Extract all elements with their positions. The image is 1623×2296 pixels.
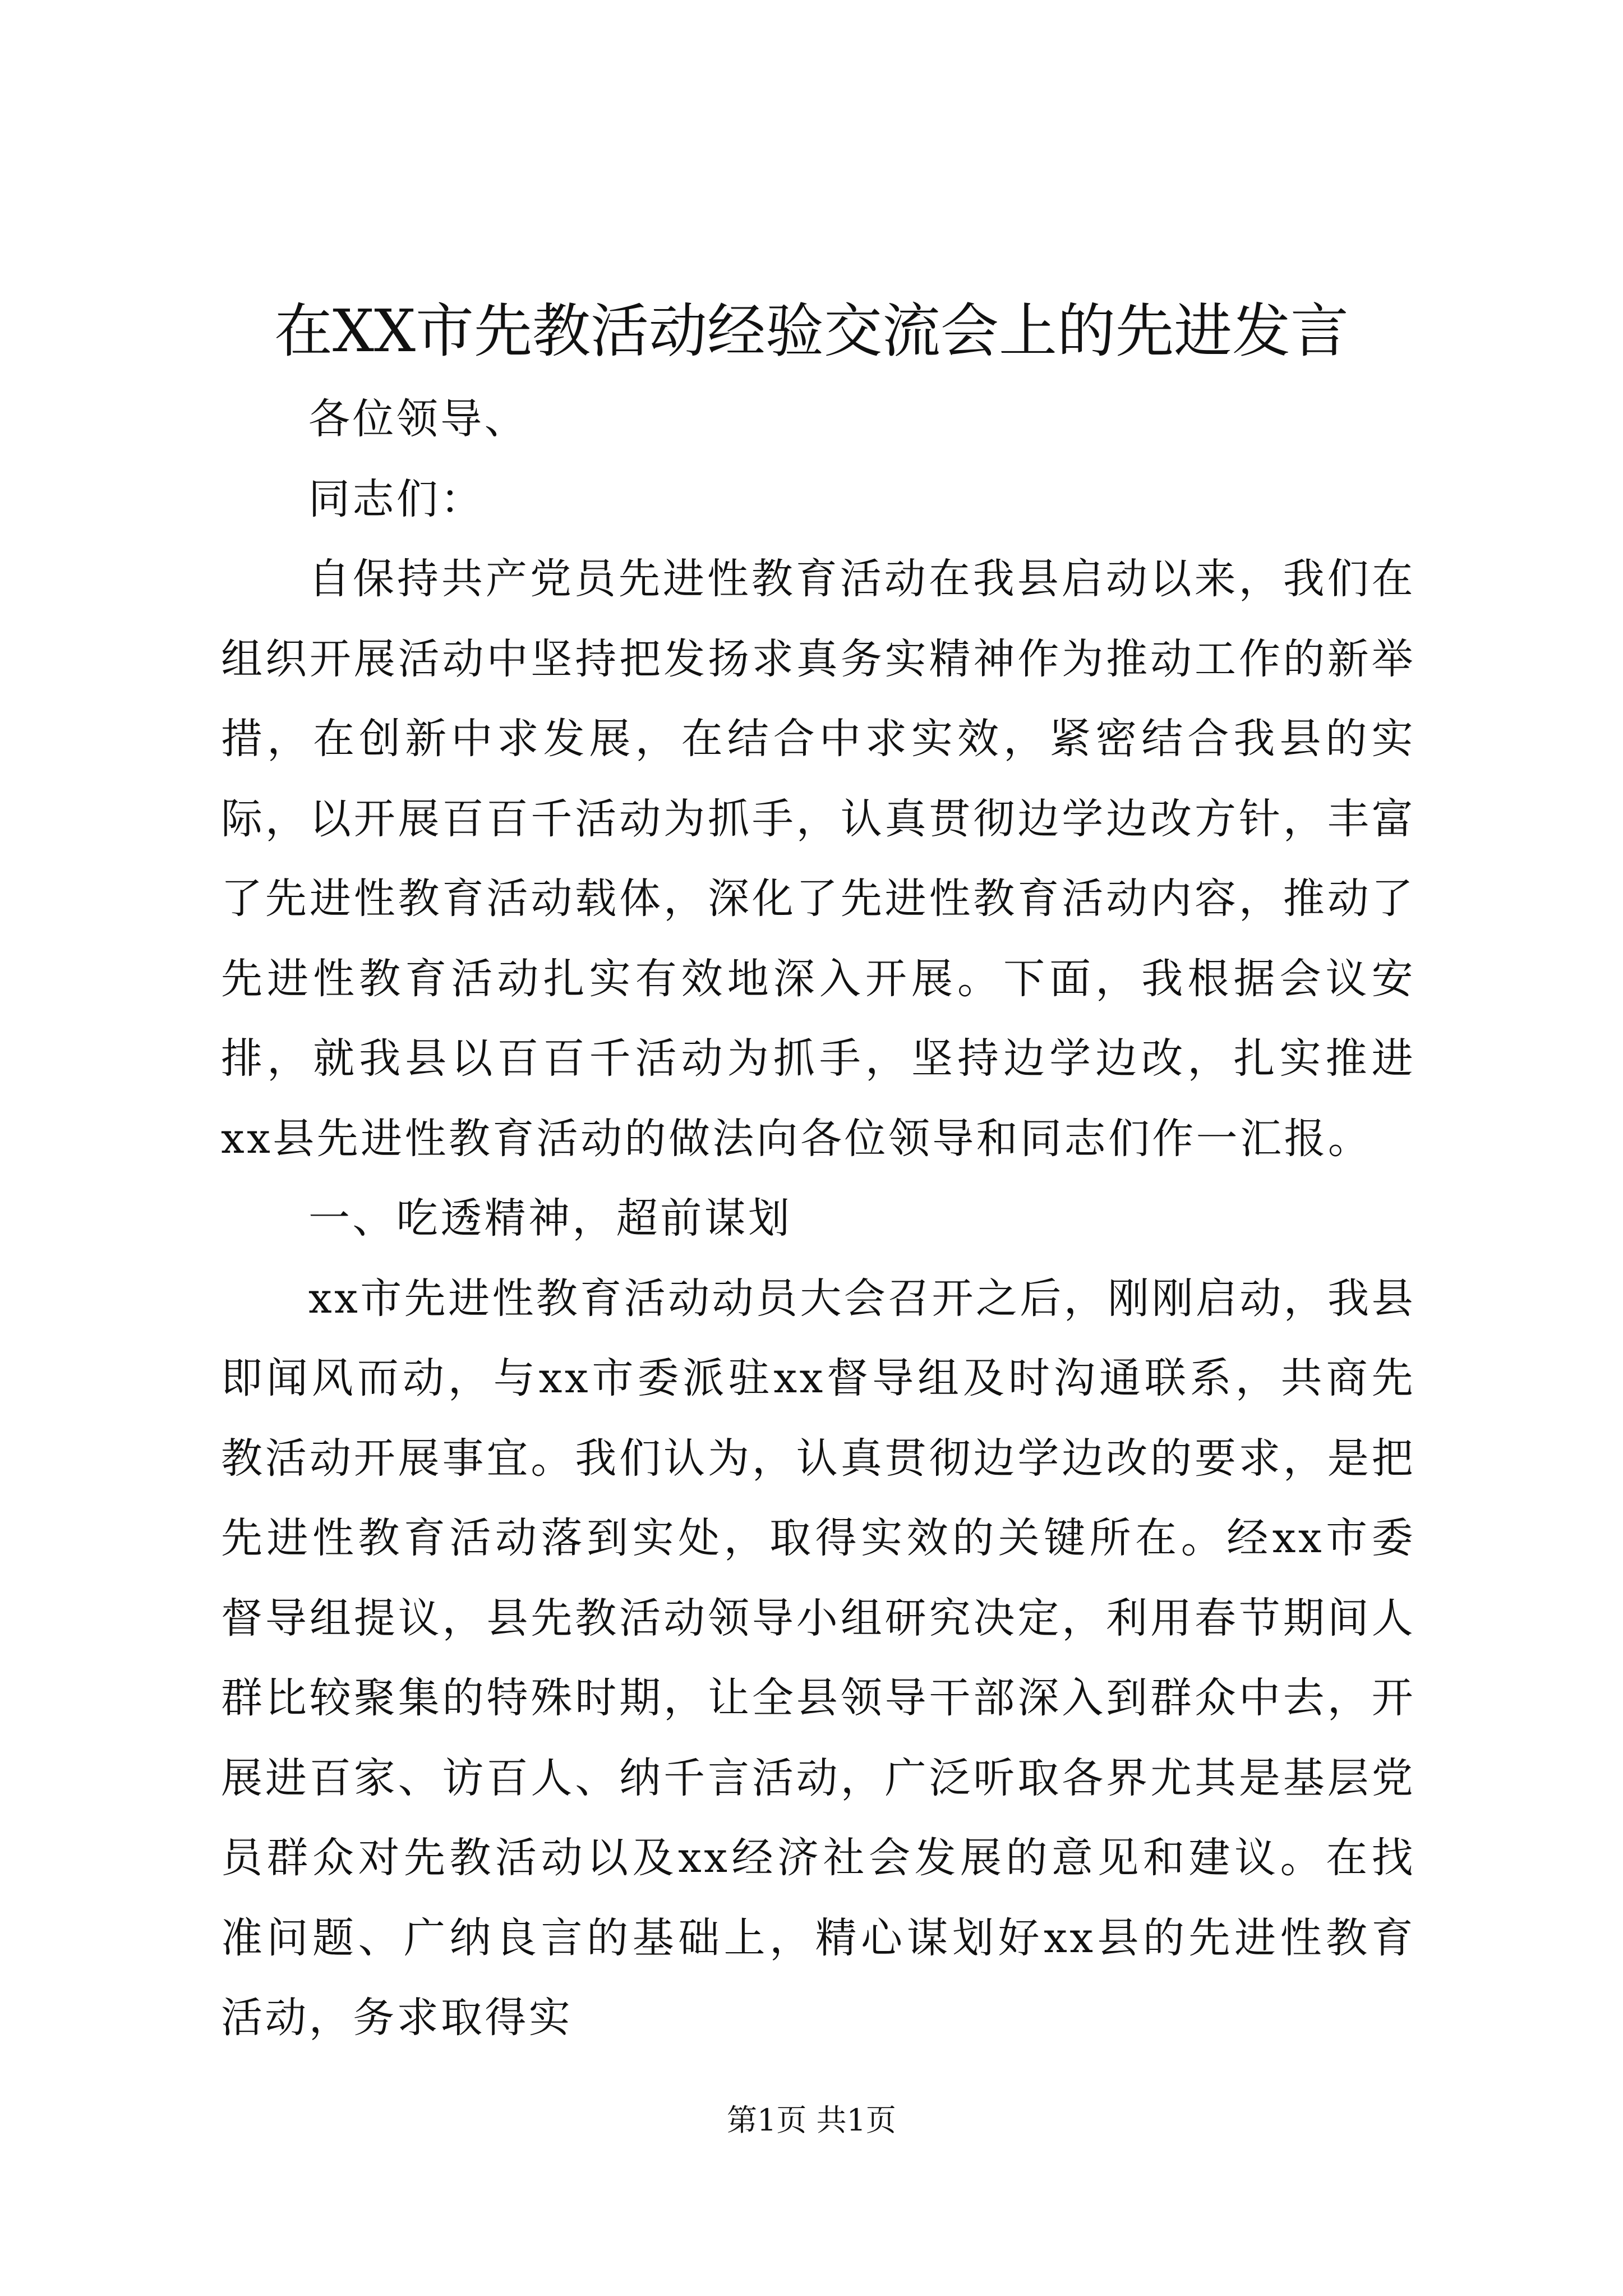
intro-paragraph: 自保持共产党员先进性教育活动在我县启动以来，我们在组织开展活动中坚持把发扬求真务实精神作为推动工作的新举措，在创新中求发展，在结合中求实效，紧密结合我县的实际，以开展百百千活动为抓手，认真贯彻边学边改方针，丰富了先进性教育活动载体，深化了先进性教育活动内容，推动了先进性教育活动扎实有效地深入开展。下面，我根据会议安排，就我县以百百千活动为抓手，坚持边学边改，扎实推进xx县先进性教育活动的做法向各位领导和同志们作一汇报。 [221, 555, 1415, 1163]
salutation-comrades: 同志们： [308, 475, 485, 523]
salutation-leaders: 各位领导、 [308, 395, 528, 443]
section-heading-1: 一、吃透精神，超前谋划 [308, 1194, 792, 1243]
document-body [221, 379, 1415, 2058]
section-1-paragraph: xx市先进性教育活动动员大会召开之后，刚刚启动，我县即闻风而动，与xx市委派驻xx督导组及时沟通联系，共商先教活动开展事宜。我们认为，认真贯彻边学边改的要求，是把先进性教育活动落到实处，取得实效的关键所在。经xx市委督导组提议，县先教活动领导小组研究决定，利用春节期间人群比较聚集的特殊时期，让全县领导干部深入到群众中去，开展进百家、访百人、纳千言活动，广泛听取各界尤其是基层党员群众对先教活动以及xx经济社会发展的意见和建议。在找准问题、广纳良言的基础上，精心谋划好xx县的先进性教育活动，务求取得实 [221, 1274, 1415, 2042]
document-title: 在XX市先教活动经验交流会上的先进发言 [274, 297, 1349, 365]
page-number-footer: 第1页 共1页 [727, 2102, 896, 2138]
